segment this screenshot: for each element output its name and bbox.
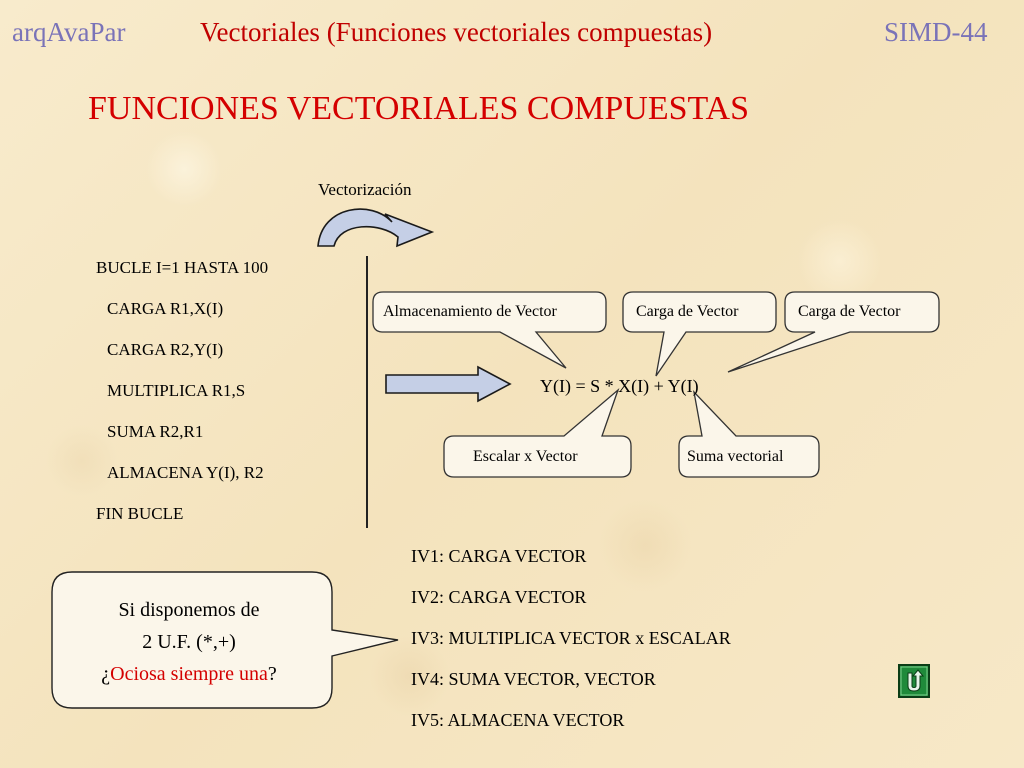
vectorization-arrow [318,209,432,246]
bubble-prefix: ¿ [101,663,111,685]
question-bubble-text [54,594,324,690]
callout-scalar-label: Escalar x Vector [473,448,578,465]
vector-instruction: IV5: ALMACENA VECTOR [411,710,625,730]
vectorization-label: Vectorización [318,180,412,199]
code-line: ALMACENA Y(I), R2 [107,463,264,482]
slide-title: FUNCIONES VECTORIALES COMPUESTAS [88,90,750,127]
return-button[interactable] [898,664,930,698]
vector-instruction: IV2: CARGA VECTOR [411,587,587,607]
callout-sum-label: Suma vectorial [687,448,784,465]
divider-line [366,256,368,528]
header-course-code: arqAvaPar [12,17,126,47]
return-arrow-icon [898,664,930,698]
code-line: SUMA R2,R1 [107,422,204,441]
header-topic: Vectoriales (Funciones vectoriales compuestas) [200,17,713,47]
bubble-line-1: Si disponemos de [118,599,260,621]
bubble-line-3 [54,658,324,690]
bubble-highlight: Ociosa siempre una [110,663,268,685]
code-line: MULTIPLICA R1,S [107,381,246,400]
callout-load2-label: Carga de Vector [798,303,901,320]
callout-store-label: Almacenamiento de Vector [383,303,557,320]
vector-instruction: IV3: MULTIPLICA VECTOR x ESCALAR [411,628,731,648]
callout-load1-label: Carga de Vector [636,303,739,320]
vector-formula: Y(I) = S * X(I) + Y(I) [540,376,699,396]
bubble-suffix: ? [267,663,277,685]
vector-instruction: IV4: SUMA VECTOR, VECTOR [411,669,656,689]
header-slide-number: SIMD-44 [884,17,988,47]
transform-arrow [386,367,510,401]
code-line-loop-start: BUCLE I=1 HASTA 100 [96,258,269,277]
code-line-loop-end: FIN BUCLE [96,504,184,523]
vector-instruction: IV1: CARGA VECTOR [411,546,587,566]
code-line: CARGA R2,Y(I) [107,340,224,359]
bubble-line-2: 2 U.F. (*,+) [142,631,236,653]
code-line: CARGA R1,X(I) [107,299,224,318]
